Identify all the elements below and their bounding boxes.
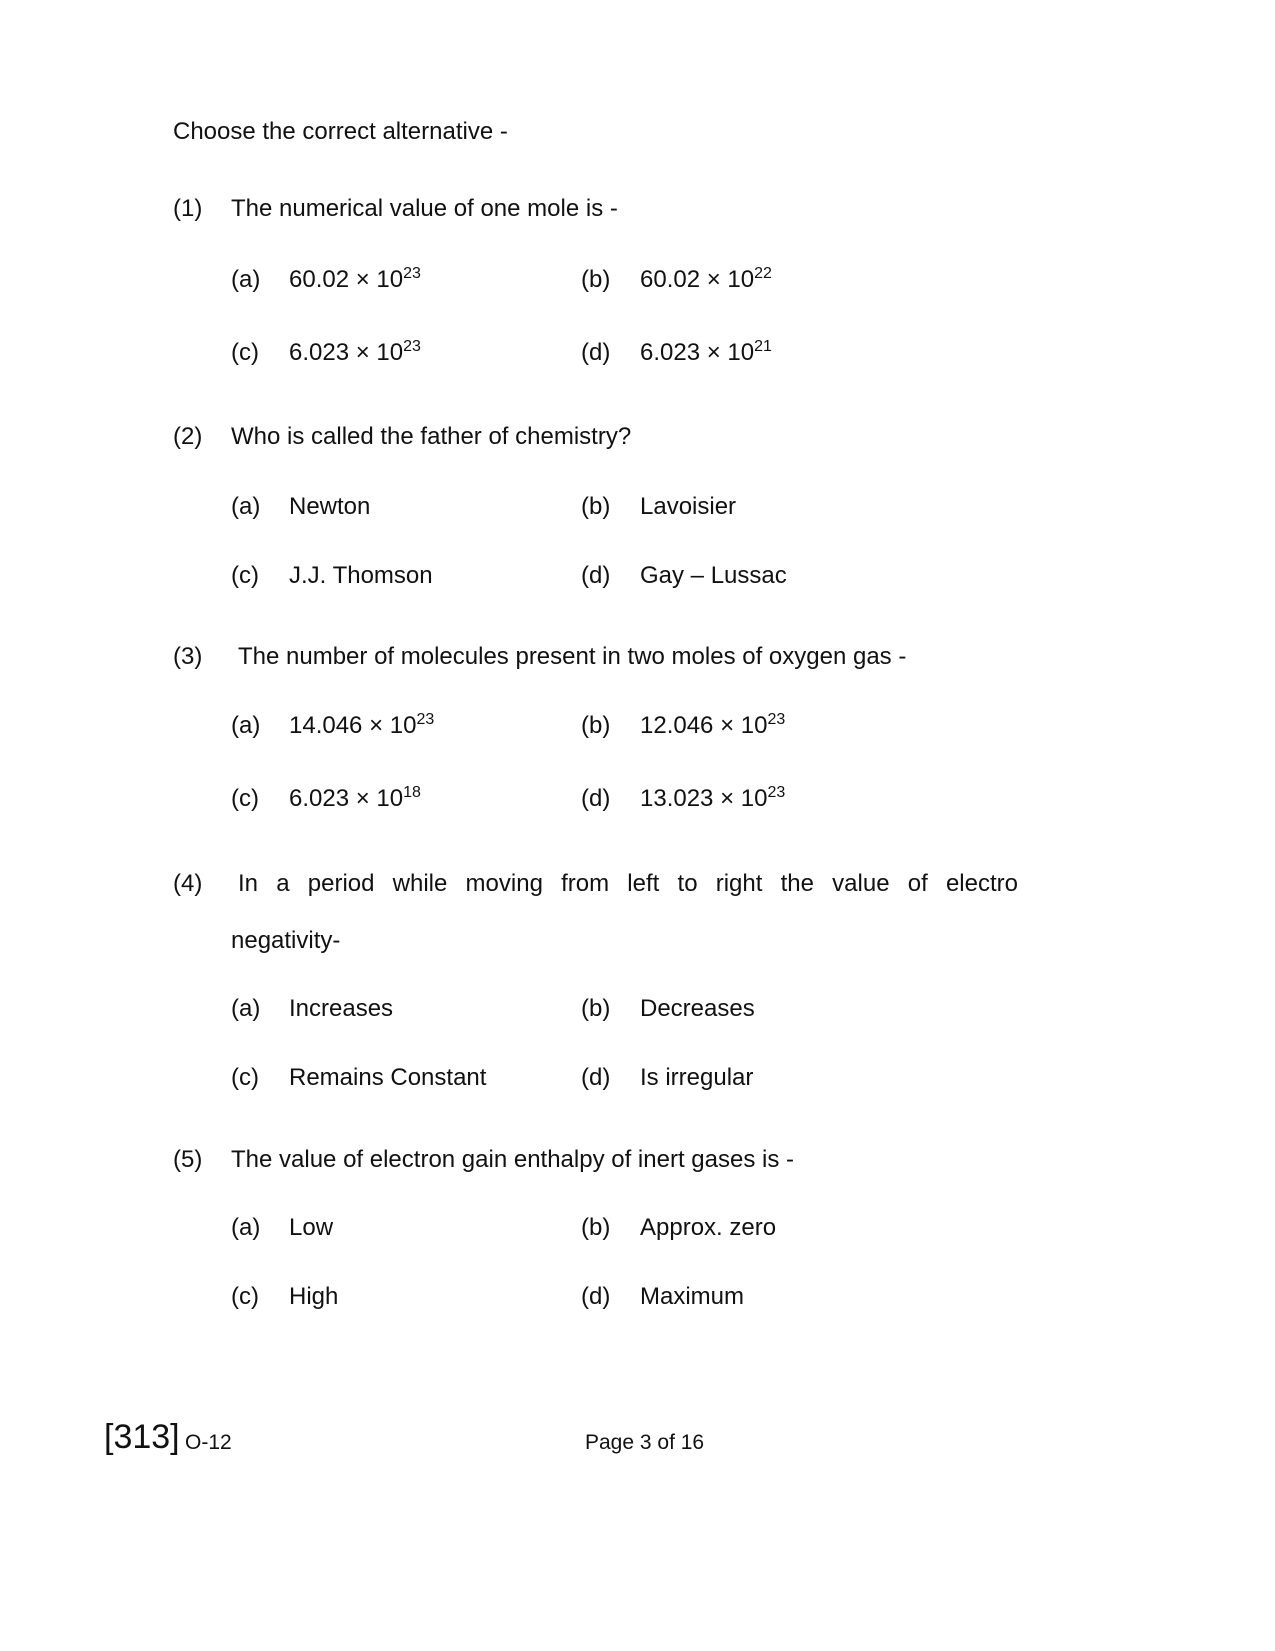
option-text: $6.023 \times 10^{21}$ <box>640 338 772 366</box>
option-label: (b) <box>581 1214 611 1241</box>
option-label: (b) <box>581 266 611 293</box>
paper-code: [313] <box>104 1418 180 1456</box>
question-text-continuation: negativity- <box>231 927 341 954</box>
option-label: (d) <box>581 1064 611 1091</box>
option-text: Is irregular <box>640 1064 754 1091</box>
option-text: $6.023 \times 10^{23}$ <box>289 338 421 366</box>
option-label: (b) <box>581 712 611 739</box>
option-text: Increases <box>289 995 394 1022</box>
option-label: (d) <box>581 339 611 366</box>
question-text: Who is called the father of chemistry? <box>231 423 632 450</box>
option-label: (b) <box>581 995 611 1022</box>
option-label: (c) <box>231 339 259 366</box>
option-text: Gay – Lussac <box>640 562 787 589</box>
option-text: $6.023 \times 10^{18}$ <box>289 784 421 812</box>
option-label: (d) <box>581 1283 611 1310</box>
option-text: Remains Constant <box>289 1064 487 1091</box>
option-label: (d) <box>581 562 611 589</box>
option-text: $13.023 \times 10^{23}$ <box>640 784 786 812</box>
option-label: (c) <box>231 1283 259 1310</box>
option-text: Maximum <box>640 1283 745 1310</box>
question-number: (4) <box>173 870 203 897</box>
question-number: (3) <box>173 643 203 670</box>
option-text: J.J. Thomson <box>289 562 433 589</box>
option-text: $60.02 \times 10^{23}$ <box>289 265 421 293</box>
option-label: (b) <box>581 493 611 520</box>
question-text: The value of electron gain enthalpy of inert gases is - <box>231 1146 794 1173</box>
option-text: Decreases <box>640 995 755 1022</box>
paper-set-code: O-12 <box>185 1431 232 1454</box>
instruction: Choose the correct alternative - <box>173 118 508 145</box>
option-label: (c) <box>231 785 259 812</box>
option-label: (c) <box>231 1064 259 1091</box>
option-label: (d) <box>581 785 611 812</box>
option-label: (a) <box>231 995 261 1022</box>
question-text: The numerical value of one mole is - <box>231 195 618 222</box>
option-label: (a) <box>231 712 261 739</box>
option-label: (a) <box>231 1214 261 1241</box>
option-label: (a) <box>231 266 261 293</box>
page-number: Page 3 of 16 <box>585 1431 705 1454</box>
option-text: $14.046 \times 10^{23}$ <box>289 711 435 739</box>
option-text: Lavoisier <box>640 493 737 520</box>
option-label: (a) <box>231 493 261 520</box>
question-number: (1) <box>173 195 203 222</box>
option-text: $12.046 \times 10^{23}$ <box>640 711 786 739</box>
option-text: Approx. zero <box>640 1214 777 1241</box>
question-text: In a period while moving from left to right the value of electro <box>238 870 1018 897</box>
option-text: High <box>289 1283 339 1310</box>
option-label: (c) <box>231 562 259 589</box>
option-text: Low <box>289 1214 334 1241</box>
question-number: (5) <box>173 1146 203 1173</box>
option-text: Newton <box>289 493 371 520</box>
option-text: $60.02 \times 10^{22}$ <box>640 265 772 293</box>
question-text: The number of molecules present in two moles of oxygen gas - <box>238 643 907 670</box>
question-number: (2) <box>173 423 203 450</box>
